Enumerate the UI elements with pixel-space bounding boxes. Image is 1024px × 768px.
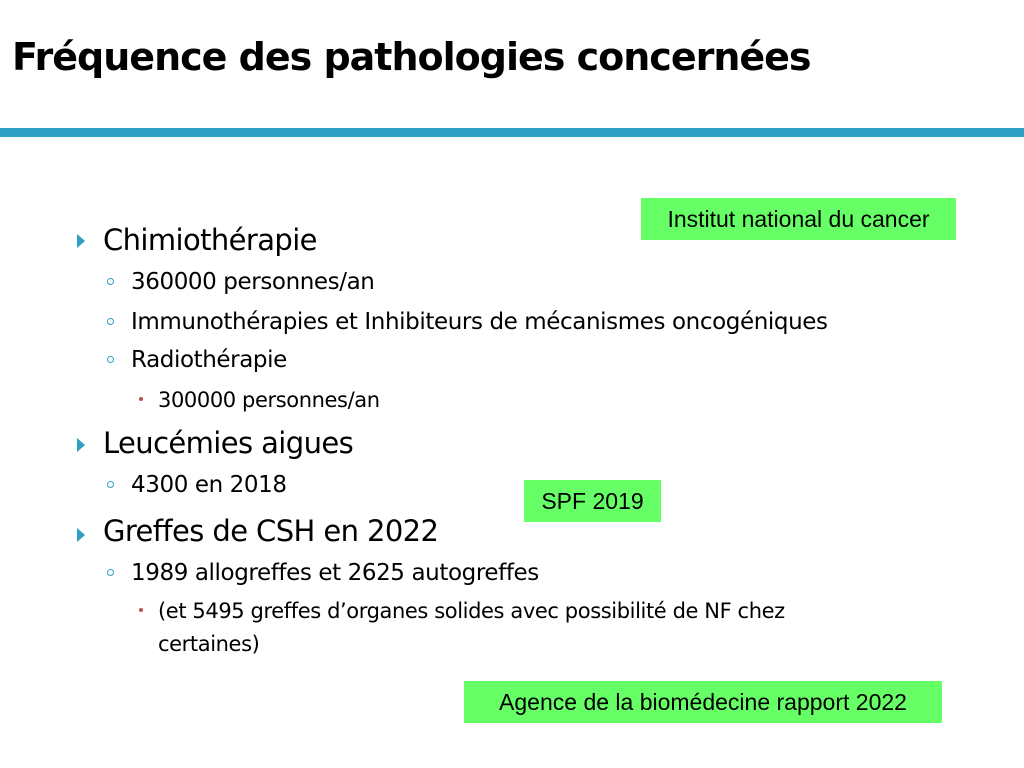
ring-bullet-icon — [107, 481, 114, 488]
sub-immunotherapies: Immunothérapies et Inhibiteurs de mécanismes oncogéniques — [131, 309, 828, 335]
bullet-chimiotherapie: Chimiothérapie — [103, 223, 317, 257]
dot-bullet-icon — [139, 397, 143, 401]
arrow-bullet-icon — [77, 234, 85, 248]
ring-bullet-icon — [107, 278, 114, 285]
source-badge-spf: SPF 2019 — [524, 480, 661, 522]
sub-chimio-personnes: 360000 personnes/an — [131, 269, 375, 295]
arrow-bullet-icon — [77, 528, 85, 542]
detail-greffes-organes-line1: (et 5495 greffes d’organes solides avec possibilité de NF chez — [158, 599, 785, 623]
ring-bullet-icon — [107, 318, 114, 325]
sub-allogreffes-autogreffes: 1989 allogreffes et 2625 autogreffes — [131, 560, 539, 586]
slide-title: Fréquence des pathologies concernées — [12, 35, 811, 79]
ring-bullet-icon — [107, 569, 114, 576]
source-badge-inca: Institut national du cancer — [641, 198, 956, 240]
bullet-leucemies-aigues: Leucémies aigues — [103, 426, 354, 460]
detail-radiotherapie-personnes: 300000 personnes/an — [158, 388, 380, 412]
detail-greffes-organes-line2: certaines) — [158, 632, 260, 656]
dot-bullet-icon — [139, 608, 143, 612]
arrow-bullet-icon — [77, 438, 85, 452]
sub-leucemies-2018: 4300 en 2018 — [131, 472, 287, 498]
ring-bullet-icon — [107, 356, 114, 363]
sub-radiotherapie: Radiothérapie — [131, 347, 287, 373]
title-divider — [0, 128, 1024, 137]
bullet-greffes-csh: Greffes de CSH en 2022 — [103, 514, 439, 548]
source-badge-abm: Agence de la biomédecine rapport 2022 — [464, 681, 942, 723]
